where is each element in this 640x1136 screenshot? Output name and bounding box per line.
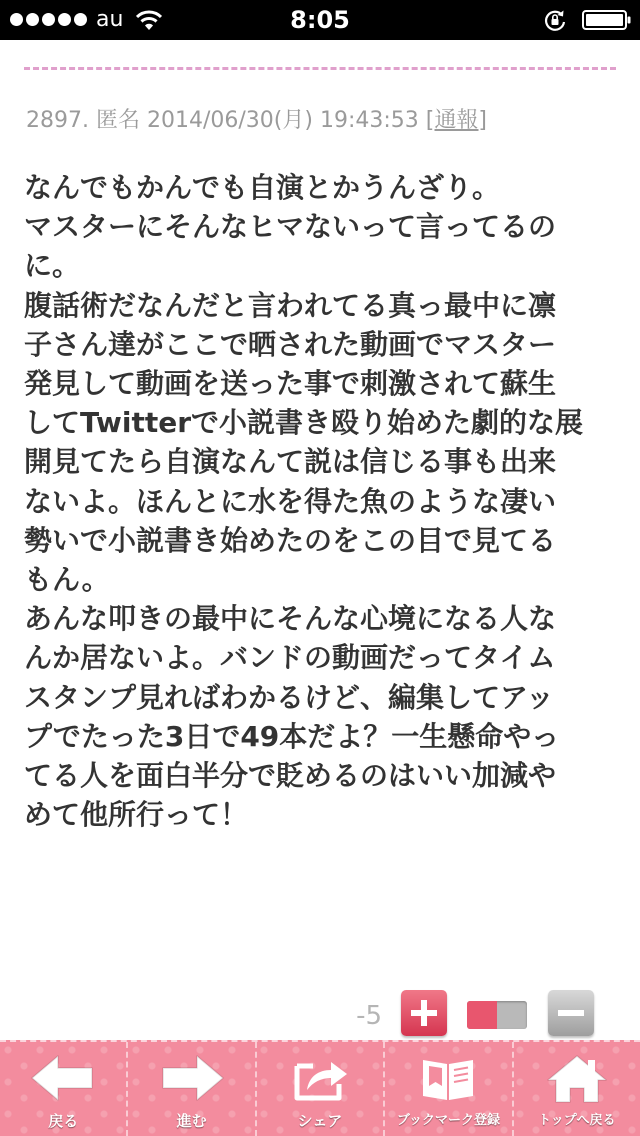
post-body [24,168,616,834]
arrow-left-icon [28,1052,98,1104]
post-body-line: に。 [24,249,81,283]
post-body-line: スタンプ見ればわかるけど、編集してアッ [24,680,555,714]
back-button[interactable] [0,1042,126,1136]
post-author: 匿名 [95,108,140,133]
battery-icon [582,10,632,30]
post-body-line: してTwitterで小説書き殴り始めた劇的な展 [24,406,584,440]
bookmark-label: ブックマーク登録 [396,1113,500,1128]
bookmark-button[interactable] [383,1042,511,1136]
share-label: シェア [297,1112,343,1130]
post-body-line: もん。 [24,563,110,597]
post-meta [26,106,487,136]
post-body-line: んか居ないよ。バンドの動画だってタイム [24,641,556,675]
post-body-line: 発見して動画を送った事で刺激されて蘇生 [24,367,557,401]
share-icon [285,1052,355,1104]
post-body-line: 子さん達がここで晒された動画でマスター [24,327,557,361]
post-body-line: 勢いで小説書き始めたのをこの目で見てる [24,523,557,557]
post-body-line: めて他所行って！ [24,798,249,832]
post-body-line: なんでもかんでも自演とかうんざり。 [24,171,501,204]
vote-ratio-bar [467,1001,527,1029]
post-body-line: ないよ。ほんとに水を得た魚のような凄い [24,484,557,518]
status-time: 8:05 [290,6,350,34]
post-body-line: プでたった3日で49本だよ？一生懸命やっ [24,719,560,753]
back-label: 戻る [48,1112,79,1130]
home-icon [542,1052,612,1104]
vote-ratio-fill [467,1001,497,1029]
share-button[interactable] [255,1042,383,1136]
minus-button[interactable] [548,990,594,1036]
book-icon [413,1052,483,1104]
post-body-line: 開見てたら自演なんて説は信じる事も出来 [24,445,557,479]
post-body-line: てる人を面白半分で貶めるのはいい加減や [24,759,557,793]
report-link[interactable]: [通報] [425,108,487,133]
forward-label: 進む [176,1112,207,1130]
post-divider [24,67,616,70]
post-number: 2897. [26,108,89,133]
post-body-line: あんな叩きの最中にそんな心境になる人な [24,602,557,636]
plus-button[interactable] [401,990,447,1036]
vote-score: -5 [356,1001,382,1031]
post-body-line: 腹話術だなんだと言われてる真っ最中に凛 [24,288,557,322]
rotation-lock-icon [544,9,566,31]
forward-button[interactable] [126,1042,254,1136]
arrow-right-icon [157,1052,227,1104]
top-label: トップへ戻る [538,1113,616,1128]
top-button[interactable] [512,1042,640,1136]
status-bar [0,0,640,40]
carrier-name: au [96,7,124,32]
post-body-line: マスターにそんなヒマないって言ってるの [24,210,557,244]
bottom-toolbar [0,1040,640,1136]
post-datetime: 2014/06/30(月) 19:43:53 [147,108,419,133]
